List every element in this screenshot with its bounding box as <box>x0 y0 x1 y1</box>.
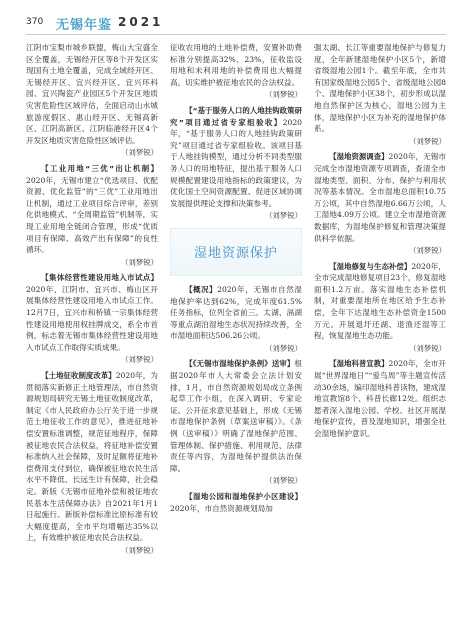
entry-title: 【湿地公园和湿地保护小区建设】 <box>185 492 302 501</box>
text-column-2 <box>170 42 302 632</box>
paragraph-continued <box>314 42 446 135</box>
entry-text: 2020年，市自然资源规划局加 <box>170 503 273 513</box>
section-banner <box>170 228 302 276</box>
entry-text: 2020年，无锡市自然湿地保护率达到62%，完成年度61.5%任务指标，位列全省前三。太湖、滆湖等重点湖泊湿地生态状况持续改善，全市湿地面积达506.26公顷。 <box>170 284 302 341</box>
entry-paragraph <box>170 491 302 514</box>
entry-paragraph <box>170 105 302 209</box>
entry-title: 【集体经营性建设用地入市试点】 <box>41 273 158 283</box>
entry-text: 2020年，无锡市完成全市湿地资源专项调查，查清全市湿地类型、面积、分布、保护与利用状况等基本情况。全市湿地总面积10.75万公顷，其中自然湿地6.66万公顷，人工湿地4.09万公顷。建立全市湿地资源数据库，为湿地保护修复和管理决策提供科学依据。 <box>314 152 446 243</box>
source-credit: （刘梦锐） <box>265 90 302 100</box>
text-column-3 <box>314 42 446 632</box>
text-column-1 <box>26 42 158 632</box>
section-title: 湿地资源保护 <box>193 246 278 262</box>
source-credit: （刘梦锐） <box>121 545 158 555</box>
entry-text: 征收农用地的土地补偿费，安置补助费标准分别提高32%、23%，征收监设用地和未利用地的补偿费用也大幅提高，切实维护被征地农民的合法权益。 <box>170 43 302 87</box>
source-credit: （刘梦锐） <box>265 343 302 353</box>
entry-title: 【土地征收制度改革】 <box>41 371 116 381</box>
yearbook-year: 2021 <box>118 15 164 29</box>
entry-paragraph <box>170 358 302 474</box>
entry-title: 【《无锡市湿地保护条例》送审】 <box>185 359 295 369</box>
entry-paragraph <box>170 284 302 342</box>
entry-text: 强太湖、长江等重要湿地保护与修复力度，全年新建湿地保护小区5个，新增省级湿地公园1个。截至年底，全市共有国家级湿地公园5个、省级湿地公园8个、湿地保护小区38个，初步形成以湿地自然保护区为核心，湿地公园为主体，湿地保护小区为补充的湿地保护体系。 <box>314 43 446 134</box>
entry-title: 【概况】 <box>185 284 218 294</box>
entry-text: 2020年，无锡市建立“优选项目、优配资源、优化监管”的“三优”工业用地出让机制，通过工业项目综合评审，差别化供地模式、“全周期监管”机制等，实现工业用地全链闭合管理，形成“优质项目有保障、高效产出有保障”的良性循环。 <box>26 175 158 255</box>
entry-text: 2020年，全市完成湿地修复项目23个，修复湿地面积1.2万亩。落实湿地生态补偿机制，对重要湿地所在地区给予生态补偿，全年下达湿地生态补偿资金1500万元。开展退圩还湖、退渔还湿等工程，恢复湿地生态功能。 <box>314 261 446 341</box>
entry-title: 【“基于服务人口的人地挂钩政策研究”项目通过省专家组验收】 <box>170 105 302 127</box>
paragraph-continued <box>26 42 158 146</box>
yearbook-title: 无锡年鉴 <box>56 18 113 33</box>
entry-text: 2020年，江阴市、宜兴市、梅山区开展集体经营性建设用地入市试点工作。12月7日，宜兴市和桥镇一宗集体经营性建设用地使用权挂牌成交，系全市首例，标志着无锡市集体经营性建设用地入市试点工作取得实质成果。 <box>26 284 158 352</box>
source-credit: （刘梦锐） <box>409 343 446 353</box>
entry-text: 根据2020年市人大常委会立法计划安排，1月，市自然资源规划局成立条例起草工作小组，在深入调研、专家论证、公开征求意见基础上，形成《无锡市湿地保护条例（草案送审稿）》。《条例（送审稿）》明确了湿地保护范围、管理体制、保护措施、利用规范、法律责任等内容，为湿地保护提供法治保障。 <box>170 359 302 473</box>
source-credit: （刘梦锐） <box>265 211 302 221</box>
entry-paragraph <box>26 163 158 256</box>
entry-paragraph <box>314 151 446 244</box>
source-credit: （刘梦锐） <box>121 148 158 158</box>
entry-title: 【湿地资源调查】 <box>329 152 389 162</box>
source-credit: （刘梦锐） <box>121 355 158 365</box>
source-credit: （刘梦锐） <box>121 257 158 267</box>
entry-paragraph <box>26 272 158 353</box>
source-credit: （刘梦锐） <box>409 246 446 256</box>
source-credit: （刘梦锐） <box>409 136 446 146</box>
entry-title: 【湿地科普宣教】 <box>329 359 389 369</box>
entry-text: 2020年，为贯彻落实新修正土地管理法，市自然资源规划局研究无锡土地征收制度改革，制定《市人民政府办公厅关于进一步规范土地征收工作的意见》，推进征地补偿安置标准调整，规范征地程序，保障被征地农民合法权益，将征地补偿安置标准纳入社会保障，及时足额将征地补偿费用支付到位，确保被征地农民生活水平不降低、长远生计有保障，社会稳定。新版《无锡市征地补偿和被征地农民基本生活保障办法》自2021年1月1日起施行。新版补偿标准比原标准有较大幅度提高，全市平均增幅达35%以上，有效维护被征地农民合法权益。 <box>26 371 158 543</box>
header-rule <box>26 34 446 35</box>
entry-title: 【工业用地“三优”出让机制】 <box>41 163 158 173</box>
entry-title: 【湿地修复与生态补偿】 <box>329 261 412 271</box>
entry-paragraph <box>314 358 446 439</box>
entry-paragraph <box>314 261 446 342</box>
entry-text: 2020年，全市开展“世界湿地日”“爱鸟周”等主题宣传活动30余场，编印湿地科普读物，建成湿地宣教馆8个、科普长廊12处。组织志愿者深入湿地公园、学校、社区开展湿地保护宣传，普及湿地知识，增强全社会湿地保护意识。 <box>314 359 446 438</box>
page-number: 370 <box>26 17 44 27</box>
source-credit: （刘梦锐） <box>265 476 302 486</box>
page-header <box>26 14 446 32</box>
entry-text: 江阴市宝梨市城乡联盟，梅山大宝盛全区全覆盖，无锡经开区等8个开发区实现国有土地全覆盖，完成全域经开区、无锡经开区、宜兴经开区、宜兴环科园、宜兴陶瓷产业园区5个开发区地质灾害危险性区域评估，全面启动山水城旅游度假区、惠山经开区、无锡高新区、江阴高新区、江阴临港经开区4个开发区地质灾害危险性区域评估。 <box>26 43 158 145</box>
entry-paragraph <box>26 370 158 544</box>
entry-text: 2020年，“基于服务人口的人地挂钩政策研究”项目通过省专家组验收。该项目基于人地挂钩模型，通过分析不同类型服务人口的用地特征，提出基于服务人口规模配置建设用地指标的政策建议，为优化国土空间资源配置、促进区域协调发展提供理论支撑和决策参考。 <box>170 117 302 208</box>
paragraph-continued <box>170 42 302 88</box>
